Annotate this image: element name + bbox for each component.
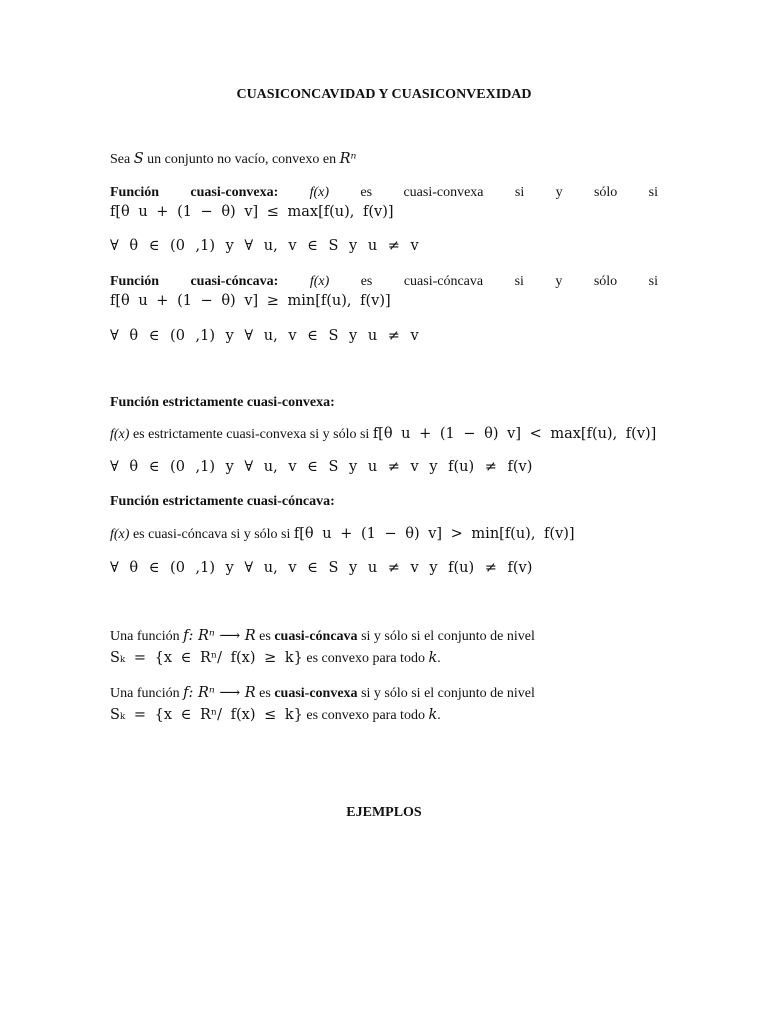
level-convexa-rest: si y sólo si el conjunto de nivel <box>357 686 535 701</box>
def-concava-fx: f(x) <box>309 274 330 289</box>
level-convexa-map: f: Rⁿ ⟶ R <box>183 685 256 701</box>
def-concava-word: si <box>514 274 524 289</box>
def-convexa-word: si <box>648 185 658 200</box>
level-concava-dot: . <box>437 651 441 666</box>
level-convexa-k: k <box>428 707 438 723</box>
strict-convexa-heading: Función estrictamente cuasi-convexa: <box>110 395 335 410</box>
level-convexa-bold: cuasi-convexa <box>274 686 358 701</box>
def-convexa-quantifier: ∀ θ ∈ (0 ,1) y ∀ u, v ∈ S y u ≠ v <box>110 238 419 254</box>
level-convexa-set-line <box>110 706 441 725</box>
level-convexa-set: Sₖ = {x ∈ Rⁿ/ f(x) ≤ k} <box>110 707 303 723</box>
strict-convexa-text: es estrictamente cuasi-convexa si y sólo si <box>129 427 373 442</box>
level-concava-tail: es convexo para todo <box>302 651 429 666</box>
strict-concava-heading: Función estrictamente cuasi-cóncava: <box>110 494 335 509</box>
def-concava-label: Función <box>110 274 160 289</box>
strict-concava-fx: f(x) <box>110 527 130 542</box>
level-convexa-es: es <box>255 686 275 701</box>
level-convexa-dot: . <box>437 708 441 723</box>
strict-convexa-fx: f(x) <box>110 427 130 442</box>
def-convexa-fx: f(x) <box>309 185 330 200</box>
level-concava-k: k <box>428 650 438 666</box>
def-concava-word: cuasi-cóncava <box>403 274 484 289</box>
def-convexa-word: si <box>514 185 525 200</box>
level-concava-prefix: Una función <box>110 629 184 644</box>
strict-concava-line <box>110 525 575 544</box>
examples-heading: EJEMPLOS <box>346 805 422 820</box>
def-concava-word: sólo <box>593 274 618 289</box>
level-concava-line <box>110 627 535 646</box>
def-convexa-word: cuasi-convexa <box>403 185 484 200</box>
level-concava-set: Sₖ = {x ∈ Rⁿ/ f(x) ≥ k} <box>110 650 303 666</box>
def-convexa-word: y <box>555 185 563 200</box>
level-concava-map: f: Rⁿ ⟶ R <box>183 628 256 644</box>
level-concava-set-line <box>110 649 441 668</box>
def-convexa-line <box>110 184 658 202</box>
strict-concava-formula: f[θ u + (1 − θ) v] > min[f(u), f(v)] <box>293 526 575 542</box>
def-concava-label2: cuasi-cóncava: <box>190 274 279 289</box>
def-convexa-word: es <box>360 185 373 200</box>
intro-line <box>110 150 356 169</box>
level-convexa-line <box>110 684 535 703</box>
def-concava-word: si <box>648 274 658 289</box>
def-convexa-label2: cuasi-convexa: <box>190 185 279 200</box>
intro-prefix: Sea <box>110 152 134 167</box>
level-concava-rest: si y sólo si el conjunto de nivel <box>357 629 535 644</box>
def-concava-quantifier: ∀ θ ∈ (0 ,1) y ∀ u, v ∈ S y u ≠ v <box>110 328 419 344</box>
def-concava-word: y <box>555 274 563 289</box>
intro-middle: un conjunto no vacío, convexo en <box>143 152 340 167</box>
strict-convexa-line <box>110 425 656 444</box>
level-concava-bold: cuasi-cóncava <box>274 629 358 644</box>
strict-convexa-formula: f[θ u + (1 − θ) v] < max[f(u), f(v)] <box>372 426 657 442</box>
intro-space-symbol: Rⁿ <box>339 151 357 167</box>
def-convexa-word: sólo <box>593 185 618 200</box>
def-concava-line <box>110 273 658 291</box>
def-convexa-label: Función <box>110 185 160 200</box>
level-convexa-tail: es convexo para todo <box>302 708 429 723</box>
strict-concava-quantifier: ∀ θ ∈ (0 ,1) y ∀ u, v ∈ S y u ≠ v y f(u) ≠ f(v) <box>110 560 533 576</box>
strict-concava-text: es cuasi-cóncava si y sólo si <box>129 527 294 542</box>
def-convexa-formula: f[θ u + (1 − θ) v] ≤ max[f(u), f(v)] <box>110 204 394 220</box>
def-concava-formula: f[θ u + (1 − θ) v] ≥ min[f(u), f(v)] <box>110 293 391 309</box>
page-title: CUASICONCAVIDAD Y CUASICONVEXIDAD <box>236 87 532 102</box>
def-concava-word: es <box>360 274 373 289</box>
level-concava-es: es <box>255 629 275 644</box>
intro-set-symbol: S <box>133 151 144 167</box>
level-convexa-prefix: Una función <box>110 686 184 701</box>
strict-convexa-quantifier: ∀ θ ∈ (0 ,1) y ∀ u, v ∈ S y u ≠ v y f(u) ≠ f(v) <box>110 459 533 475</box>
